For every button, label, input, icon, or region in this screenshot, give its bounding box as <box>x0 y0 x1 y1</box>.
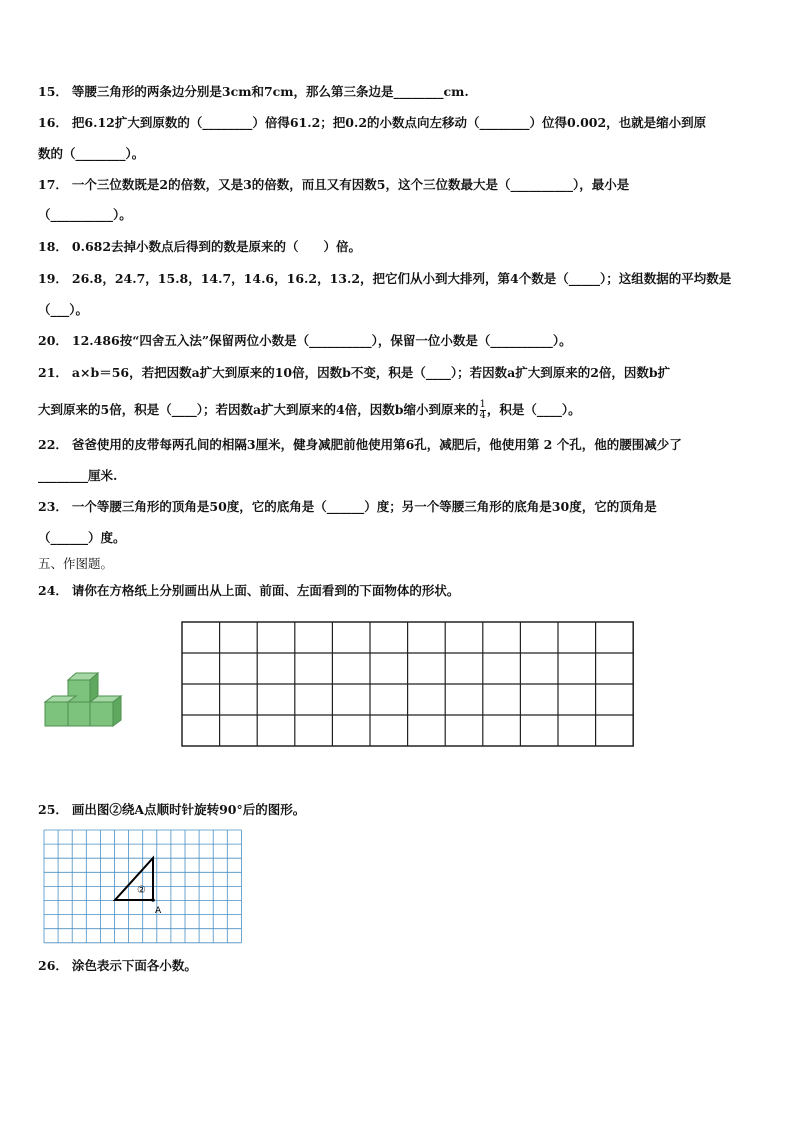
question-23 <box>38 499 657 515</box>
question-text: 把6.12扩大到原数的（________）倍得61.2；把0.2的小数点向左移动（________）位得0.002，也就是缩小到原 <box>71 115 707 130</box>
question-text: 爸爸使用的皮带每两孔间的相隔3厘米，健身减肥前他使用第6孔，减肥后，他使用第 2 个孔，他的腰围减少了 <box>71 437 682 452</box>
question-22 <box>38 437 682 453</box>
question-number: 26． <box>38 958 68 973</box>
question-number: 24． <box>38 583 68 598</box>
question-number: 18． <box>38 239 68 254</box>
question-text: （___）。 <box>38 302 89 317</box>
question-text: ，积是（____）。 <box>486 402 581 417</box>
fraction-numerator: 1 <box>479 399 486 410</box>
fraction-one-quarter <box>480 400 486 421</box>
question-text: 一个三位数既是2的倍数，又是3的倍数，而且又有因数5，这个三位数最大是（__________），最小是 <box>71 177 630 192</box>
question-number: 21． <box>38 365 68 380</box>
question-number: 19． <box>38 271 68 286</box>
question-21 <box>38 365 670 381</box>
question-text: 26.8，24.7，15.8，14.7，14.6，16.2，13.2，把它们从小到大排列，第4个数是（_____）；这组数据的平均数是 <box>71 271 732 286</box>
cubes-figure <box>42 670 126 730</box>
question-24 <box>38 583 459 599</box>
question-number: 22． <box>38 437 68 452</box>
question-19 <box>38 271 731 287</box>
question-17-cont <box>38 207 132 223</box>
question-20 <box>38 333 572 349</box>
question-25 <box>38 802 305 818</box>
section-heading: 五、作图题。 <box>38 556 114 571</box>
rotation-grid[interactable] <box>43 829 243 947</box>
triangle-shape <box>115 858 153 900</box>
question-text: 画出图②绕A点顺时针旋转90°后的图形。 <box>71 802 306 817</box>
question-15 <box>38 84 469 100</box>
question-text: 等腰三角形的两条边分别是3cm和7cm，那么第三条边是________cm. <box>71 84 469 99</box>
question-22-cont <box>38 468 117 484</box>
answer-grid-views[interactable] <box>180 620 636 750</box>
question-number: 16． <box>38 115 68 130</box>
question-number: 20． <box>38 333 68 348</box>
question-text: 数的（________）。 <box>38 146 145 161</box>
question-23-cont <box>38 530 126 546</box>
question-text: 一个等腰三角形的顶角是50度，它的底角是（______）度；另一个等腰三角形的底角是30度，它的顶角是 <box>71 499 657 514</box>
question-18 <box>38 239 361 255</box>
question-26 <box>38 958 197 974</box>
question-text: ________厘米. <box>38 468 118 483</box>
question-number: 25． <box>38 802 68 817</box>
question-text: 0.682去掉小数点后得到的数是原来的（ ）倍。 <box>71 239 362 254</box>
question-text: 12.486按“四舍五入法”保留两位小数是（__________），保留一位小数是（__________）。 <box>71 333 572 348</box>
question-number: 23． <box>38 499 68 514</box>
question-text: （__________）。 <box>38 207 132 222</box>
question-text: 大到原来的5倍，积是（____）；若因数a扩大到原来的4倍，因数b缩小到原来的 <box>38 402 479 417</box>
question-number: 17． <box>38 177 68 192</box>
question-text: 涂色表示下面各小数。 <box>71 958 197 973</box>
question-17 <box>38 177 629 193</box>
question-number: 15． <box>38 84 68 99</box>
point-a-label: A <box>155 906 162 916</box>
question-text: 请你在方格纸上分别画出从上面、前面、左面看到的下面物体的形状。 <box>71 583 460 598</box>
question-text: （______）度。 <box>38 530 126 545</box>
question-text: a×b＝56，若把因数a扩大到原来的10倍，因数b不变，积是（____）；若因数a扩大到原来的2倍，因数b扩 <box>71 365 671 380</box>
question-19-cont <box>38 302 88 318</box>
point-a-marker <box>151 898 155 902</box>
triangle-label: ② <box>137 885 146 896</box>
question-21-cont <box>38 400 581 421</box>
fraction-denominator: 4 <box>479 410 486 421</box>
question-16 <box>38 115 706 131</box>
question-16-cont <box>38 146 144 162</box>
